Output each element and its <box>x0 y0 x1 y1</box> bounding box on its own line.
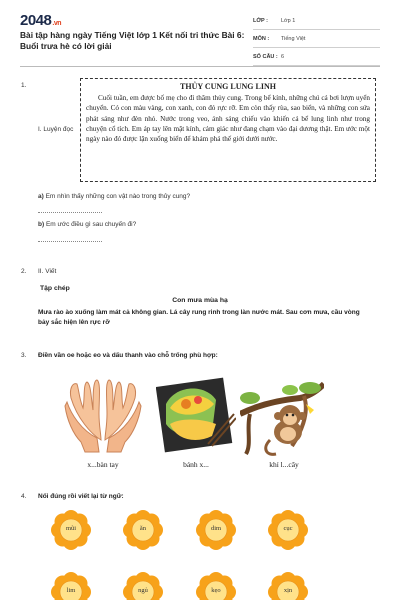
flower-ngu[interactable] <box>123 572 163 600</box>
flower-label: mũi <box>65 525 77 532</box>
meta-table <box>253 12 380 66</box>
flower-label: ngủ <box>138 587 148 594</box>
flower-label: ăn <box>139 525 147 532</box>
reading-passage <box>80 78 376 182</box>
question-1-number: 1. <box>21 82 27 89</box>
flower-label: dim <box>210 525 222 532</box>
hands-icon <box>63 374 143 454</box>
question-3-number: 3. <box>21 352 27 359</box>
copy-title: Con mưa mùa hạ <box>172 297 228 304</box>
copy-text: Mưa rào ào xuống làm mát cả không gian. Lá cây rung rinh trong làn nước mát. Sau cơn mưa, cầu vòng bảy sắc hiện lên rực rỡ <box>38 309 360 327</box>
caption-banh-xeo: bánh x... <box>183 460 209 469</box>
flower-label: kẹo <box>211 587 221 594</box>
flower-icon <box>196 572 236 600</box>
caption-hands: x...bàn tay <box>87 460 119 469</box>
section-reading-label: I. Luyện đọc <box>38 126 74 133</box>
flower-label: cục <box>283 525 293 532</box>
flower-cuc[interactable] <box>268 510 308 550</box>
header-divider <box>20 66 380 67</box>
section-writing-label: II. Viết <box>38 268 57 275</box>
flower-an[interactable] <box>123 510 163 550</box>
meta-row-grade: LỚP : Lớp 1 <box>253 12 380 30</box>
flower-icon <box>123 572 163 600</box>
flower-label: lim <box>66 587 76 594</box>
monkey-icon <box>240 374 324 458</box>
flower-icon <box>268 572 308 600</box>
answer-line-1a[interactable] <box>38 212 102 213</box>
flower-icon <box>51 572 91 600</box>
flower-lim[interactable] <box>51 572 91 600</box>
question-4-number: 4. <box>21 493 27 500</box>
document-title: Bài tập hàng ngày Tiếng Việt lớp 1 Kết nối tri thức Bài 6: Buổi trưa hè có lời giải <box>20 30 245 51</box>
question-3-instruction: Điền vần oe hoặc eo và dấu thanh vào chỗ trống phù hợp: <box>38 352 218 359</box>
flower-keo[interactable] <box>196 572 236 600</box>
question-4-instruction: Nối đúng rồi viết lại từ ngữ: <box>38 493 124 500</box>
passage-text: Cuối tuần, em được bố mẹ cho đi thăm thủy cung. Trong bể kính, những chú cá bơi lượn uyển chuyển. Có con màu vàng, con xanh, con đỏ rực rỡ. Em còn thấy rùa, sao biển, và những con sứa phát sáng như đèn nhỏ. Nước trong veo, ánh sáng chiếu vào khiến cả bể lung linh như trong chuyện cổ tích. Em áp tay lên mặt kính, cảm giác như đang chạm vào đại dương thật. Em ước một ngày nào đó được lặn xuống biển để khám phá thế giới dưới nước. <box>86 94 370 144</box>
flower-mui[interactable] <box>51 510 91 550</box>
question-2-number: 2. <box>21 268 27 275</box>
meta-row-subject: MÔN : Tiếng Việt <box>253 30 380 48</box>
banh-xeo-icon <box>156 374 236 454</box>
flower-xin[interactable] <box>268 572 308 600</box>
copy-subtitle: Tập chép <box>40 285 70 292</box>
meta-row-count: SỐ CÂU : 6 <box>253 48 380 66</box>
flower-dim[interactable] <box>196 510 236 550</box>
question-1a: a) Em nhìn thấy những con vật nào trong thủy cung? <box>38 193 191 200</box>
passage-title: THỦY CUNG LUNG LINH <box>180 82 276 91</box>
answer-line-1b[interactable] <box>38 241 102 242</box>
site-logo[interactable]: 2048.vn <box>20 12 61 29</box>
caption-monkey: khỉ l...cây <box>269 460 299 469</box>
question-1b: b) Em ước điều gì sau chuyến đi? <box>38 221 137 228</box>
flower-label: xịn <box>283 587 293 594</box>
